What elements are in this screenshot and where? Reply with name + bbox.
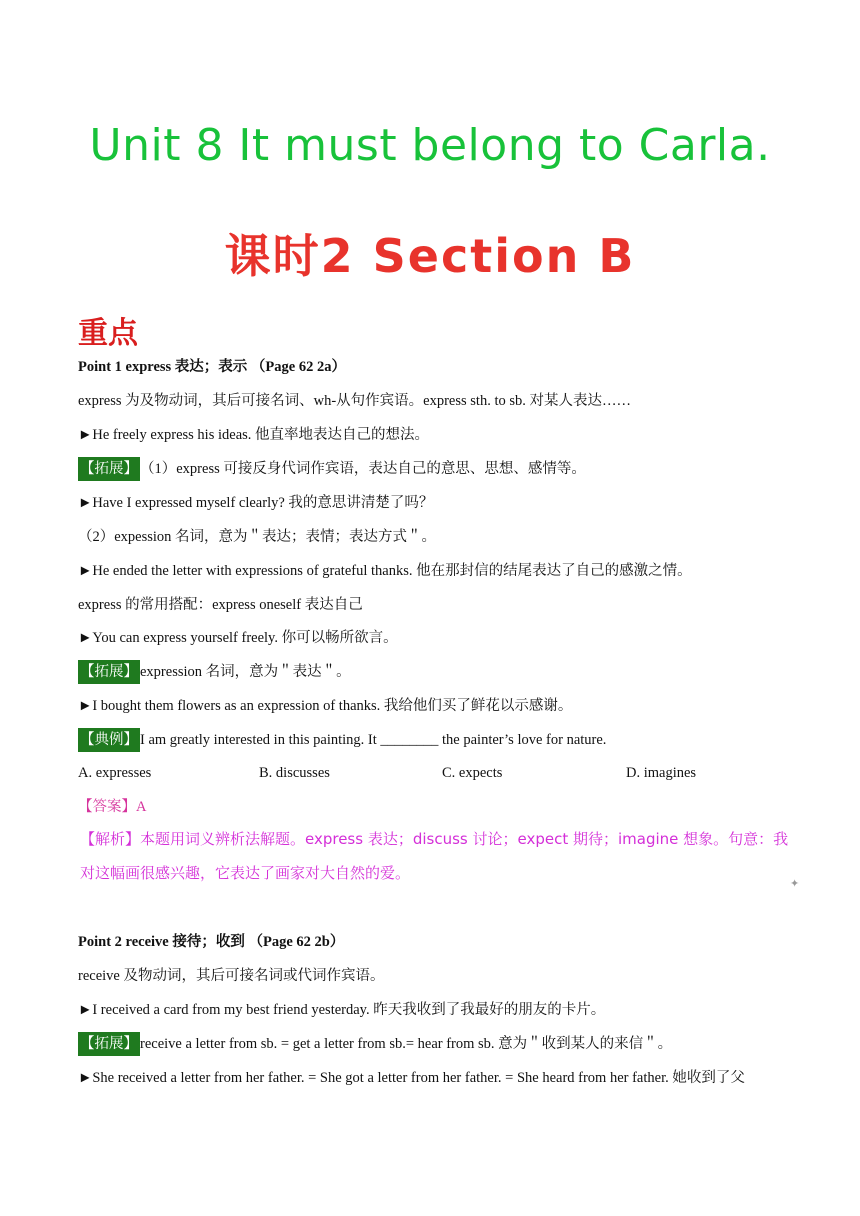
point1-example-1: ►He freely express his ideas. 他直率地表达自己的想法。 [78,427,430,443]
point1-typical-example [78,728,606,752]
option-d: D. imagines [626,765,697,781]
example-tag: 【典例】 [78,728,140,752]
example-question: I am greatly interested in this painting. It ________ the painter’s love for nature. [140,732,607,748]
expand-1-text: （1）express 可接反身代词作宾语，表达自己的意思、思想、感情等。 [140,461,586,477]
option-c: C. expects [442,765,503,781]
expand-tag: 【拓展】 [78,660,140,684]
point1-description: express 为及物动词，其后可接名词、wh-从句作宾语。express sth. to sb. 对某人表达…… [78,393,631,409]
answer-line: 【答案】A [78,799,147,815]
point1-expand-1 [78,457,586,481]
section-title: 课时2 Section B [224,229,636,283]
point1-example-2: ►Have I expressed myself clearly? 我的意思讲清楚了吗？ [78,495,434,511]
point1-example-4: ►You can express yourself freely. 你可以畅所欲言。 [78,630,398,646]
option-b: B. discusses [259,765,330,781]
point1-example-5: ►I bought them flowers as an expression of thanks. 我给他们买了鲜花以示感谢。 [78,698,573,714]
expand-tag: 【拓展】 [78,1032,140,1056]
point1-example-3: ►He ended the letter with expressions of grateful thanks. 他在那封信的结尾表达了自己的感激之情。 [78,563,692,579]
point2-description: receive 及物动词，其后可接名词或代词作宾语。 [78,968,385,984]
point2-example-1: ►I received a card from my best friend yesterday. 昨天我收到了我最好的朋友的卡片。 [78,1002,606,1018]
point2-expand [78,1032,672,1056]
sparkle-icon: ✦ [790,878,800,890]
point2-example-2: ►She received a letter from her father. = She got a letter from her father. = She heard from her father. 她收到了父 [78,1070,745,1086]
unit-title: Unit 8 It must belong to Carla. [89,120,771,171]
point1-title: Point 1 express 表达；表示 （Page 62 2a） [78,359,346,375]
expand-tag: 【拓展】 [78,457,140,481]
point1-note-2: （2）expession 名词，意为＂表达；表情；表达方式＂。 [78,529,437,545]
expand-2-text: expression 名词，意为＂表达＂。 [140,664,351,680]
analysis-text: 【解析】本题用词义辨析法解题。express 表达；discuss 讨论；expect 期待；imagine 想象。句意：我对这幅画很感兴趣，它表达了画家对大自然的爱。 [80,830,789,882]
point2-title: Point 2 receive 接待；收到 （Page 62 2b） [78,934,345,950]
key-points-heading: 重点 [78,316,138,351]
point2-expand-text: receive a letter from sb. = get a letter from sb.= hear from sb. 意为＂收到某人的来信＂。 [140,1036,673,1052]
point1-collocation: express 的常用搭配：express oneself 表达自己 [78,597,363,613]
point1-expand-2 [78,660,351,684]
option-a: A. expresses [78,765,152,781]
